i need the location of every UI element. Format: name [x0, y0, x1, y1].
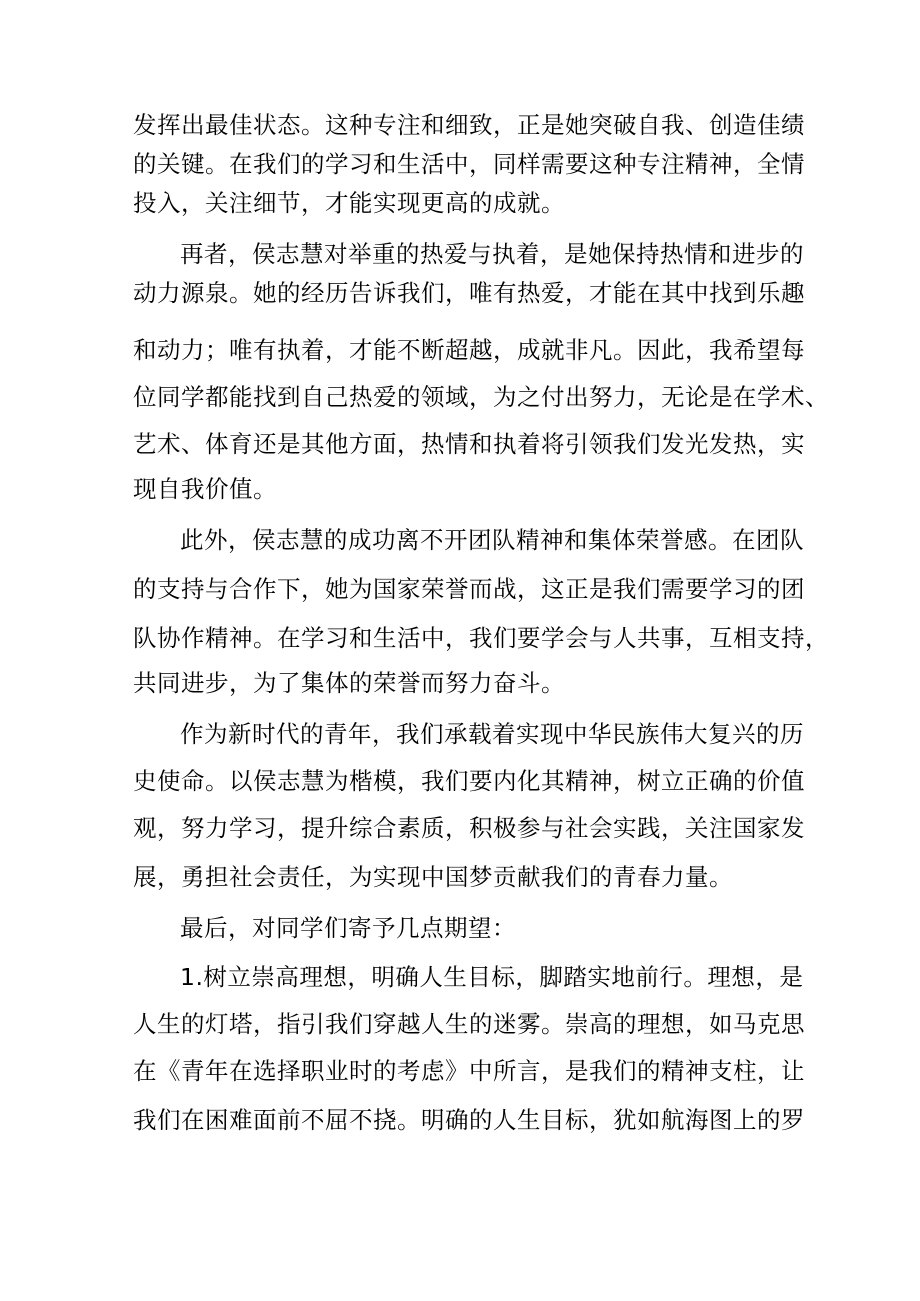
- text-line: 共同进步，为了集体的荣誉而努力奋斗。: [133, 669, 565, 697]
- text-line: 的支持与合作下，她为国家荣誉而战，这正是我们需要学习的团: [133, 575, 805, 603]
- text-line: 队协作精神。在学习和生活中，我们要学会与人共事，互相支持，: [133, 624, 829, 652]
- text-line: 艺术、体育还是其他方面，热情和执着将引领我们发光发热，实: [133, 430, 805, 458]
- text-line: 最后，对同学们寄予几点期望：: [180, 914, 516, 942]
- text-line: 动力源泉。她的经历告诉我们，唯有热爱，才能在其中找到乐趣: [133, 279, 805, 307]
- text-line: 我们在困难面前不屈不挠。明确的人生目标，犹如航海图上的罗: [133, 1106, 805, 1134]
- text-line: 在《青年在选择职业时的考虑》中所言，是我们的精神支柱，让: [133, 1057, 805, 1085]
- text-line: 展，勇担社会责任，为实现中国梦贡献我们的青春力量。: [133, 863, 733, 891]
- text-line: 1.树立崇高理想，明确人生目标，脚踏实地前行。理想，是: [180, 963, 804, 991]
- text-line: 和动力；唯有执着，才能不断超越，成就非凡。因此，我希望每: [133, 336, 805, 364]
- text-line: 现自我价值。: [133, 475, 277, 503]
- text-line: 发挥出最佳状态。这种专注和细致，正是她突破自我、创造佳绩: [133, 111, 805, 139]
- text-line: 史使命。以侯志慧为楷模，我们要内化其精神，树立正确的价值: [133, 767, 805, 795]
- text-line: 人生的灯塔，指引我们穿越人生的迷雾。崇高的理想，如马克思: [133, 1010, 805, 1038]
- text-line: 作为新时代的青年，我们承载着实现中华民族伟大复兴的历: [180, 720, 804, 748]
- text-line: 观，努力学习，提升综合素质，积极参与社会实践，关注国家发: [133, 814, 805, 842]
- text-line: 再者，侯志慧对举重的热爱与执着，是她保持热情和进步的: [180, 240, 804, 268]
- text-line: 此外，侯志慧的成功离不开团队精神和集体荣誉感。在团队: [180, 526, 804, 554]
- text-line: 投入，关注细节，才能实现更高的成就。: [133, 189, 565, 217]
- text-line: 的关键。在我们的学习和生活中，同样需要这种专注精神，全情: [133, 150, 805, 178]
- text-line: 位同学都能找到自己热爱的领域，为之付出努力，无论是在学术、: [133, 383, 829, 411]
